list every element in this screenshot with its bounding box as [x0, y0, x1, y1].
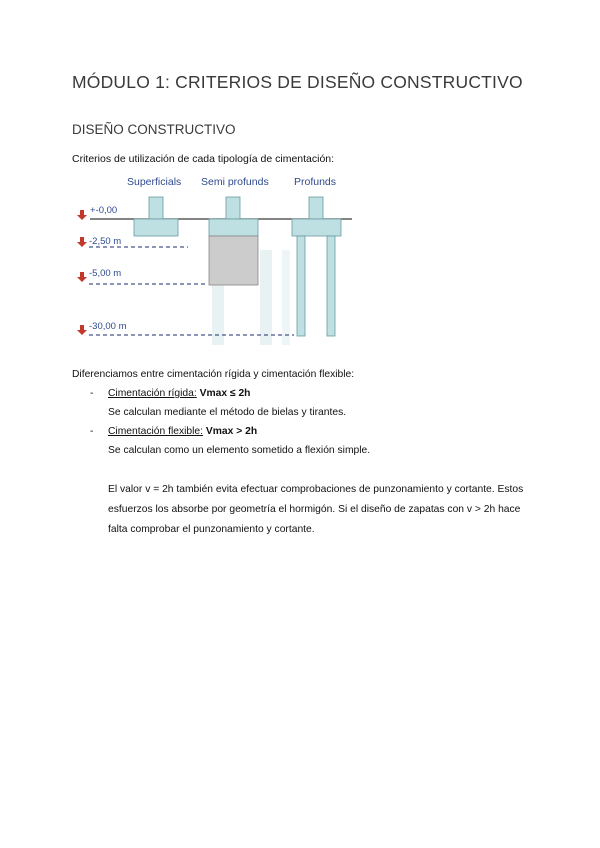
paragraph: El valor v = 2h también evita efectuar comprobaciones de punzonamiento y cortante. Estos esfuerzos los absorbe por geometría el hormigón. Si el diseño de zapatas con v > 2h hace falta comprobar el punzonamiento y cortante. — [108, 484, 524, 535]
deep-pile-right — [327, 236, 335, 336]
column-label-profunds: Profunds — [294, 176, 337, 188]
background-pile — [260, 250, 272, 345]
figure-intro: Criterios de utilización de cada tipología de cimentación: — [72, 153, 335, 165]
level-arrow-icon — [77, 237, 87, 247]
body-text: Diferenciamos entre cimentación rígida y cimentación flexible: — [72, 369, 355, 380]
item-label: Cimentación rígida: — [108, 388, 197, 399]
item-description: Se calculan como un elemento sometido a flexión simple. — [108, 445, 371, 456]
item-description: Se calculan mediante el método de bielas y tirantes. — [108, 407, 347, 418]
list-item — [108, 426, 257, 437]
superficial-footing — [134, 219, 178, 236]
item-label: Cimentación flexible: — [108, 426, 204, 437]
semi-column — [226, 197, 240, 219]
semi-body — [209, 236, 258, 285]
superficial-column — [149, 197, 163, 219]
level-label: +-0,00 — [90, 205, 118, 216]
level-label: -30,00 m — [89, 321, 127, 332]
level-arrow-icon — [77, 272, 87, 282]
column-label-superficials: Superficials — [127, 176, 182, 188]
level-label: -2,50 m — [89, 236, 122, 247]
level-arrow-icon — [77, 210, 87, 220]
deep-column — [309, 197, 323, 219]
semi-cap — [209, 219, 258, 236]
deep-cap — [292, 219, 341, 236]
background-pile — [282, 250, 290, 345]
level-arrow-icon — [77, 325, 87, 335]
deep-pile-left — [297, 236, 305, 336]
list-item — [108, 388, 250, 399]
level-label: -5,00 m — [89, 268, 122, 279]
column-label-semi-profunds: Semi profunds — [201, 176, 269, 188]
section-title: DISEÑO CONSTRUCTIVO — [72, 122, 236, 137]
foundation-types-figure — [72, 170, 372, 346]
bullet: - — [90, 388, 94, 399]
item-formula: Vmax ≤ 2h — [199, 388, 251, 399]
page-title: MÓDULO 1: CRITERIOS DE DISEÑO CONSTRUCTIVO — [72, 72, 523, 92]
item-formula: Vmax > 2h — [205, 426, 258, 437]
bullet: - — [90, 426, 94, 437]
